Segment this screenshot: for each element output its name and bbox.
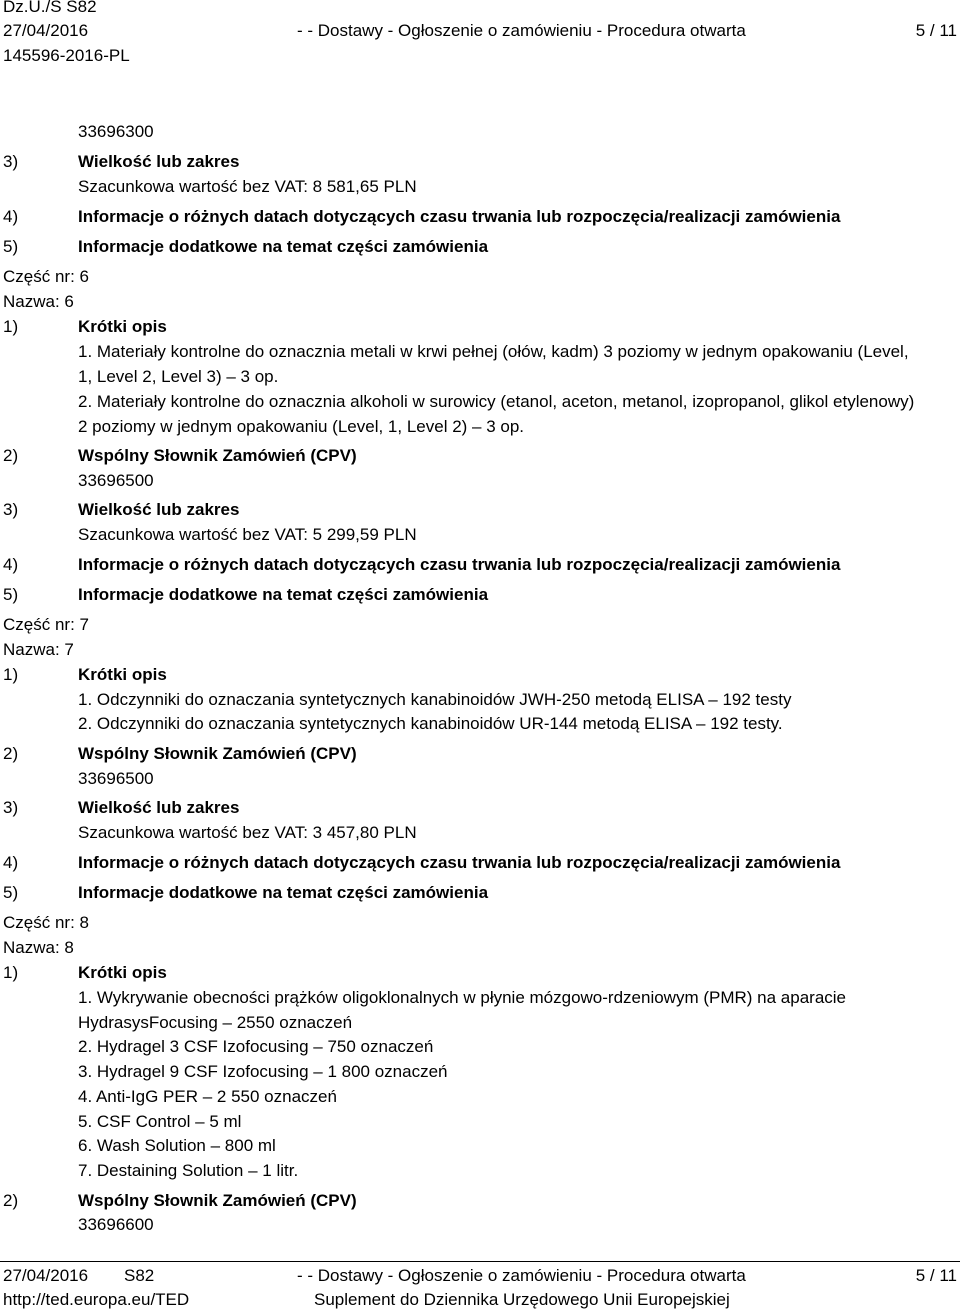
section-number: 4) bbox=[3, 853, 19, 872]
cpv-code: 33696300 bbox=[78, 122, 154, 141]
header-page-number: 5 / 11 bbox=[915, 21, 957, 40]
section-title-additional-info: Informacje dodatkowe na temat części zamówienia bbox=[78, 237, 489, 256]
footer-supplement: Suplement do Dziennika Urzędowego Unii Europejskiej bbox=[314, 1290, 730, 1309]
section-number: 5) bbox=[3, 237, 19, 256]
estimated-value: Szacunkowa wartość bez VAT: 5 299,59 PLN bbox=[78, 525, 417, 544]
section-number: 1) bbox=[3, 963, 19, 982]
part-number: Część nr: 7 bbox=[3, 615, 89, 634]
description-line: 2 poziomy w jednym opakowaniu (Level, 1, Level 2) – 3 op. bbox=[78, 417, 525, 436]
cpv-code: 33696500 bbox=[78, 769, 154, 788]
description-line: 2. Odczynniki do oznaczania syntetycznych kanabinoidów UR-144 metodą ELISA – 192 testy. bbox=[78, 714, 783, 733]
cpv-code: 33696600 bbox=[78, 1215, 154, 1234]
section-title-short-description: Krótki opis bbox=[78, 317, 167, 336]
section-title-dates: Informacje o różnych datach dotyczących czasu trwania lub rozpoczęcia/realizacji zamówienia bbox=[78, 853, 841, 872]
footer-date: 27/04/2016 bbox=[3, 1266, 89, 1285]
section-title-cpv: Wspólny Słownik Zamówień (CPV) bbox=[78, 744, 357, 763]
header-title: - - Dostawy - Ogłoszenie o zamówieniu - Procedura otwarta bbox=[297, 21, 746, 40]
section-number: 3) bbox=[3, 500, 19, 519]
header-date: 27/04/2016 bbox=[3, 21, 89, 40]
description-line: 1. Odczynniki do oznaczania syntetycznych kanabinoidów JWH-250 metodą ELISA – 192 testy bbox=[78, 690, 792, 709]
description-line: 1, Level 2, Level 3) – 3 op. bbox=[78, 367, 279, 386]
description-line: 5. CSF Control – 5 ml bbox=[78, 1112, 242, 1131]
section-number: 3) bbox=[3, 152, 19, 171]
part-number: Część nr: 8 bbox=[3, 913, 89, 932]
estimated-value: Szacunkowa wartość bez VAT: 3 457,80 PLN bbox=[78, 823, 417, 842]
section-number: 1) bbox=[3, 665, 19, 684]
part-name: Nazwa: 6 bbox=[3, 292, 74, 311]
footer-journal: S82 bbox=[124, 1266, 155, 1285]
part-number: Część nr: 6 bbox=[3, 267, 89, 286]
section-number: 3) bbox=[3, 798, 19, 817]
section-title-scope: Wielkość lub zakres bbox=[78, 798, 240, 817]
description-line: 2. Materiały kontrolne do oznacznia alkoholi w surowicy (etanol, aceton, metanol, izopropanol, glikol etylenowy) bbox=[78, 392, 915, 411]
estimated-value: Szacunkowa wartość bez VAT: 8 581,65 PLN bbox=[78, 177, 417, 196]
description-line: 4. Anti-IgG PER – 2 550 oznaczeń bbox=[78, 1087, 337, 1106]
section-title-dates: Informacje o różnych datach dotyczących czasu trwania lub rozpoczęcia/realizacji zamówienia bbox=[78, 207, 841, 226]
footer-title: - - Dostawy - Ogłoszenie o zamówieniu - Procedura otwarta bbox=[297, 1266, 746, 1285]
description-line: HydrasysFocusing – 2550 oznaczeń bbox=[78, 1013, 353, 1032]
footer-divider bbox=[0, 1261, 960, 1262]
section-title-cpv: Wspólny Słownik Zamówień (CPV) bbox=[78, 1191, 357, 1210]
section-title-short-description: Krótki opis bbox=[78, 963, 167, 982]
section-title-additional-info: Informacje dodatkowe na temat części zamówienia bbox=[78, 585, 489, 604]
footer-url-link[interactable]: http://ted.europa.eu/TED bbox=[3, 1290, 190, 1309]
section-title-additional-info: Informacje dodatkowe na temat części zamówienia bbox=[78, 883, 489, 902]
section-number: 2) bbox=[3, 744, 19, 763]
description-line: 3. Hydragel 9 CSF Izofocusing – 1 800 oznaczeń bbox=[78, 1062, 448, 1081]
section-number: 4) bbox=[3, 207, 19, 226]
description-line: 7. Destaining Solution – 1 litr. bbox=[78, 1161, 299, 1180]
description-line: 1. Materiały kontrolne do oznacznia metali w krwi pełnej (ołów, kadm) 3 poziomy w jednym opakowaniu (Level, bbox=[78, 342, 909, 361]
section-number: 5) bbox=[3, 585, 19, 604]
header-doc-id: 145596-2016-PL bbox=[3, 46, 130, 65]
section-title-scope: Wielkość lub zakres bbox=[78, 500, 240, 519]
section-number: 1) bbox=[3, 317, 19, 336]
footer-page-number: 5 / 11 bbox=[915, 1266, 957, 1285]
section-title-short-description: Krótki opis bbox=[78, 665, 167, 684]
section-title-cpv: Wspólny Słownik Zamówień (CPV) bbox=[78, 446, 357, 465]
section-number: 2) bbox=[3, 1191, 19, 1210]
section-number: 4) bbox=[3, 555, 19, 574]
description-line: 6. Wash Solution – 800 ml bbox=[78, 1136, 276, 1155]
part-name: Nazwa: 7 bbox=[3, 640, 74, 659]
part-name: Nazwa: 8 bbox=[3, 938, 74, 957]
description-line: 2. Hydragel 3 CSF Izofocusing – 750 oznaczeń bbox=[78, 1037, 434, 1056]
section-title-scope: Wielkość lub zakres bbox=[78, 152, 240, 171]
section-title-dates: Informacje o różnych datach dotyczących czasu trwania lub rozpoczęcia/realizacji zamówienia bbox=[78, 555, 841, 574]
description-line: 1. Wykrywanie obecności prążków oligoklonalnych w płynie mózgowo-rdzeniowym (PMR) na aparacie bbox=[78, 988, 847, 1007]
header-journal: Dz.U./S S82 bbox=[3, 0, 97, 16]
cpv-code: 33696500 bbox=[78, 471, 154, 490]
section-number: 2) bbox=[3, 446, 19, 465]
section-number: 5) bbox=[3, 883, 19, 902]
